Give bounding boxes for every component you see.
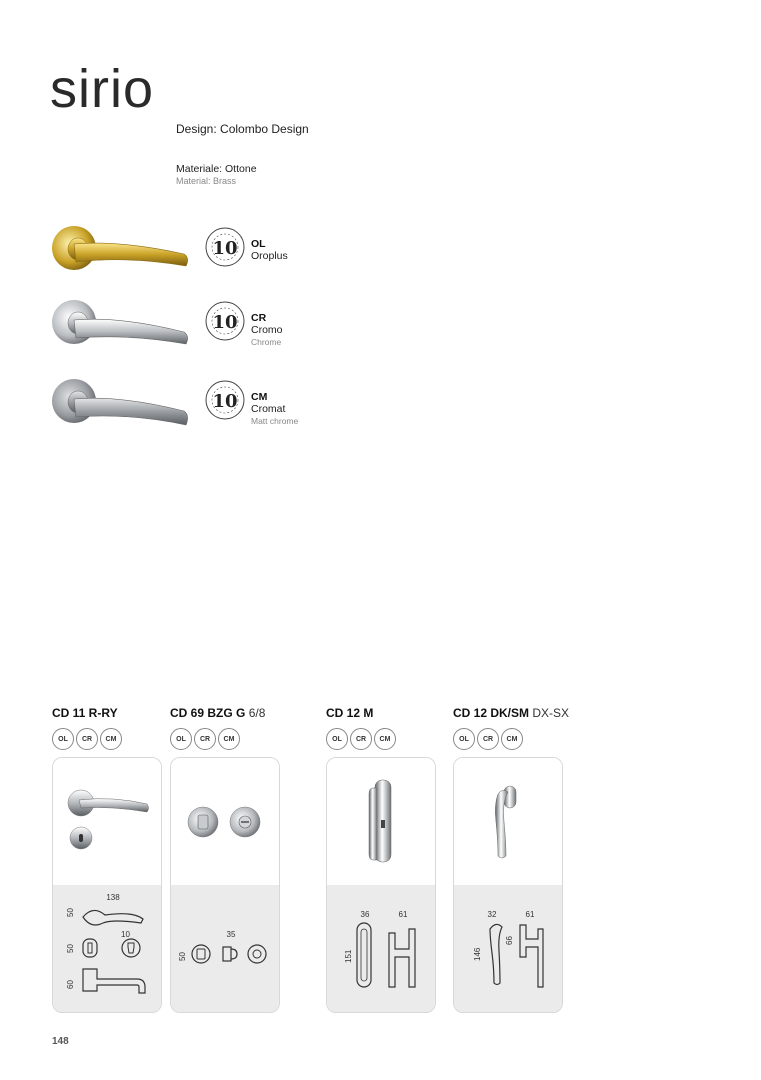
svg-text:61: 61	[525, 910, 535, 919]
svg-text:151: 151	[344, 949, 353, 963]
product-cd11	[52, 706, 172, 989]
finish-name: Oroplus	[251, 250, 288, 262]
svg-text:138: 138	[106, 893, 120, 902]
finish-name: Cromo	[251, 324, 283, 336]
technical-drawing	[327, 885, 435, 1012]
product-drawing-area	[171, 885, 279, 1012]
finish-chip: OL	[453, 728, 475, 750]
finish-code: CR	[251, 312, 267, 324]
technical-drawing	[171, 885, 279, 1012]
finish-chip: CR	[76, 728, 98, 750]
finish-chip: CM	[501, 728, 523, 750]
product-drawing-area	[53, 885, 161, 1012]
lever-handle-photo	[53, 758, 161, 885]
technical-drawing	[53, 885, 161, 1012]
svg-text:10: 10	[212, 238, 238, 259]
handle-image-gold	[50, 222, 195, 282]
product-code: CD 69 BZG G 6/8	[170, 706, 266, 720]
finish-name-en: Matt chrome	[251, 416, 299, 426]
product-drawing-area	[454, 885, 562, 1012]
finish-chips	[52, 728, 122, 750]
finish-chip: CR	[194, 728, 216, 750]
product-card	[170, 757, 280, 1013]
svg-text:60: 60	[66, 980, 75, 989]
page-number: 148	[52, 1036, 69, 1047]
svg-text:50: 50	[66, 944, 75, 953]
window-handle-photo	[454, 758, 562, 885]
handle-image-matt-chrome	[50, 375, 195, 435]
product-code: CD 12 M	[326, 706, 374, 720]
finish-chip: CM	[218, 728, 240, 750]
window-handle-photo	[327, 758, 435, 885]
finish-code: CM	[251, 391, 268, 403]
svg-text:10: 10	[212, 391, 238, 412]
privacy-turn-photo	[171, 758, 279, 885]
product-drawing-area	[327, 885, 435, 1012]
handle-image-chrome	[50, 296, 195, 356]
material-italian: Materiale: Ottone	[176, 163, 257, 175]
product-photo-area	[171, 758, 279, 885]
product-card	[326, 757, 436, 1013]
product-cd12m	[326, 706, 446, 963]
svg-text:61: 61	[398, 910, 408, 919]
finish-name-en: Chrome	[251, 337, 282, 347]
finish-chip: CM	[100, 728, 122, 750]
finish-chips	[326, 728, 396, 750]
finish-chip: CR	[350, 728, 372, 750]
material-english: Material: Brass	[176, 176, 237, 186]
svg-text:36: 36	[360, 910, 370, 919]
product-cd69	[170, 706, 290, 961]
finish-chip: OL	[326, 728, 348, 750]
finish-chips	[453, 728, 523, 750]
svg-text:50: 50	[178, 952, 187, 961]
product-photo-area	[454, 758, 562, 885]
finish-row-cr	[50, 296, 370, 366]
warranty-badge-icon	[204, 226, 246, 268]
svg-text:35: 35	[226, 930, 236, 939]
product-photo-area	[327, 758, 435, 885]
svg-text:146: 146	[473, 947, 482, 961]
product-code: CD 12 DK/SM DX-SX	[453, 706, 570, 720]
finish-chip: OL	[170, 728, 192, 750]
technical-drawing	[454, 885, 562, 1012]
finish-code: OL	[251, 238, 266, 250]
svg-text:10: 10	[121, 930, 130, 939]
warranty-badge-icon	[204, 300, 246, 342]
product-photo-area	[53, 758, 161, 885]
svg-text:50: 50	[66, 908, 75, 917]
svg-text:32: 32	[487, 910, 497, 919]
product-card	[453, 757, 563, 1013]
finish-chip: CM	[374, 728, 396, 750]
design-credit: Design: Colombo Design	[176, 122, 309, 136]
finish-chips	[170, 728, 240, 750]
finish-chip: OL	[52, 728, 74, 750]
product-title: sirio	[50, 59, 155, 119]
product-card	[52, 757, 162, 1013]
finish-name: Cromat	[251, 403, 286, 415]
finish-row-cm	[50, 375, 370, 445]
finish-row-ol	[50, 222, 370, 292]
svg-text:10: 10	[212, 312, 238, 333]
svg-text:66: 66	[505, 936, 514, 945]
product-cd12dk	[453, 706, 573, 961]
product-code: CD 11 R-RY	[52, 706, 118, 720]
warranty-badge-icon	[204, 379, 246, 421]
finish-chip: CR	[477, 728, 499, 750]
